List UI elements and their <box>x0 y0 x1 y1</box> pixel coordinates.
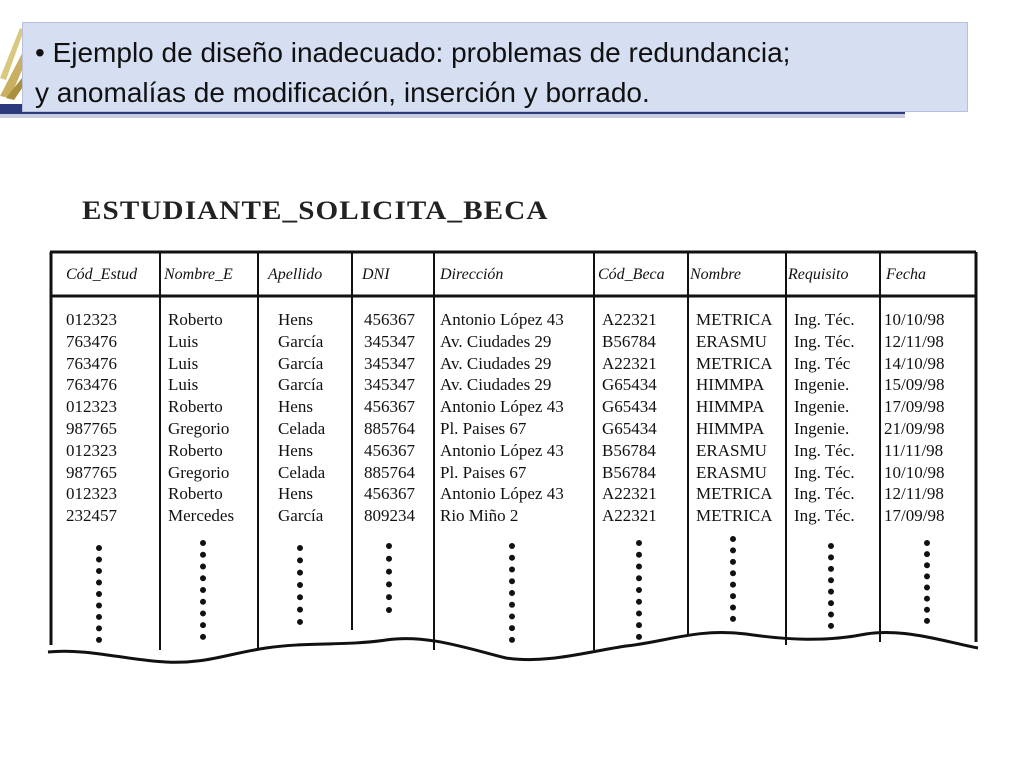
cell-cod-estud: 232457 <box>66 506 117 525</box>
col-header-nombre: Nombre <box>690 266 741 283</box>
cell-dni: 345347 <box>364 354 415 373</box>
cell-dni: 456367 <box>364 310 415 329</box>
cell-apellido: Hens <box>278 484 313 503</box>
col-header-requisito: Requisito <box>788 266 849 283</box>
continuation-dots <box>636 540 642 640</box>
cell-fecha: 17/09/98 <box>884 506 945 525</box>
cell-direccion: Av. Ciudades 29 <box>440 354 552 373</box>
cell-nombre-e: Luis <box>168 375 199 394</box>
continuation-dots <box>96 545 102 643</box>
cell-apellido: Hens <box>278 441 313 460</box>
cell-cod-estud: 987765 <box>66 463 117 482</box>
cell-fecha: 12/11/98 <box>884 332 944 351</box>
col-header-apellido: Apellido <box>268 266 323 283</box>
cell-nombre-e: Roberto <box>168 441 223 460</box>
continuation-dots <box>730 536 736 622</box>
cell-nombre: METRICA <box>696 484 773 503</box>
continuation-dots <box>828 543 834 629</box>
cell-nombre: HIMMPA <box>696 419 765 438</box>
cell-requisito: Ing. Téc. <box>794 506 855 525</box>
cell-apellido: García <box>278 375 324 394</box>
cell-dni: 885764 <box>364 419 415 438</box>
cell-nombre: HIMMPA <box>696 375 765 394</box>
cell-direccion: Av. Ciudades 29 <box>440 375 552 394</box>
cell-nombre: METRICA <box>696 506 773 525</box>
cell-direccion: Pl. Paises 67 <box>440 463 527 482</box>
cell-fecha: 21/09/98 <box>884 419 945 438</box>
cell-apellido: García <box>278 506 324 525</box>
cell-nombre: HIMMPA <box>696 397 765 416</box>
cell-nombre-e: Luis <box>168 332 199 351</box>
cell-cod-beca: A22321 <box>602 354 657 373</box>
slide-title-box <box>22 22 968 112</box>
col-header-cod-estud: Cód_Estud <box>66 266 138 283</box>
cell-apellido: Hens <box>278 310 313 329</box>
cell-nombre: ERASMU <box>696 332 767 351</box>
continuation-dots <box>509 543 515 643</box>
cell-cod-estud: 012323 <box>66 310 117 329</box>
cell-cod-beca: G65434 <box>602 397 657 416</box>
cell-direccion: Antonio López 43 <box>440 441 564 460</box>
cell-cod-estud: 763476 <box>66 354 117 373</box>
cell-dni: 345347 <box>364 332 415 351</box>
col-header-fecha: Fecha <box>886 266 926 283</box>
cell-direccion: Rio Miño 2 <box>440 506 519 525</box>
cell-requisito: Ingenie. <box>794 397 850 416</box>
cell-dni: 809234 <box>364 506 415 525</box>
cell-requisito: Ing. Téc. <box>794 463 855 482</box>
cell-fecha: 11/11/98 <box>884 441 944 460</box>
cell-requisito: Ing. Téc. <box>794 441 855 460</box>
cell-nombre-e: Roberto <box>168 310 223 329</box>
continuation-dots <box>924 540 930 624</box>
cell-cod-estud: 012323 <box>66 397 117 416</box>
cell-apellido: García <box>278 332 324 351</box>
cell-requisito: Ing. Téc. <box>794 310 855 329</box>
cell-apellido: Celada <box>278 419 326 438</box>
slide-title-line-2: y anomalías de modificación, inserción y borrado. <box>35 77 650 108</box>
cell-dni: 456367 <box>364 397 415 416</box>
continuation-dots <box>386 543 392 613</box>
decorative-bar-shadow <box>0 114 905 118</box>
cell-cod-estud: 012323 <box>66 484 117 503</box>
cell-cod-beca: B56784 <box>602 332 656 351</box>
cell-nombre: ERASMU <box>696 463 767 482</box>
cell-direccion: Antonio López 43 <box>440 484 564 503</box>
cell-cod-beca: G65434 <box>602 419 657 438</box>
continuation-dots <box>200 540 206 640</box>
cell-nombre: METRICA <box>696 354 773 373</box>
cell-cod-beca: B56784 <box>602 463 656 482</box>
cell-dni: 885764 <box>364 463 415 482</box>
table-caption: ESTUDIANTE_SOLICITA_BECA <box>82 196 549 225</box>
cell-nombre-e: Gregorio <box>168 419 230 438</box>
cell-direccion: Av. Ciudades 29 <box>440 332 552 351</box>
col-header-nombre-e: Nombre_E <box>164 266 233 283</box>
cell-cod-beca: A22321 <box>602 310 657 329</box>
cell-direccion: Antonio López 43 <box>440 310 564 329</box>
col-header-direccion: Dirección <box>440 266 504 283</box>
cell-apellido: Celada <box>278 463 326 482</box>
cell-nombre-e: Mercedes <box>168 506 235 525</box>
continuation-dots <box>297 545 303 625</box>
cell-requisito: Ingenie. <box>794 375 850 394</box>
cell-cod-estud: 763476 <box>66 375 117 394</box>
cell-cod-estud: 763476 <box>66 332 117 351</box>
cell-nombre: ERASMU <box>696 441 767 460</box>
cell-nombre-e: Roberto <box>168 484 223 503</box>
cell-fecha: 12/11/98 <box>884 484 944 503</box>
cell-fecha: 10/10/98 <box>884 463 945 482</box>
cell-nombre: METRICA <box>696 310 773 329</box>
col-header-cod-beca: Cód_Beca <box>598 266 665 283</box>
cell-nombre-e: Roberto <box>168 397 223 416</box>
slide-title-line-1: • Ejemplo de diseño inadecuado: problemas de redundancia; <box>35 37 791 68</box>
cell-apellido: García <box>278 354 324 373</box>
cell-cod-beca: A22321 <box>602 484 657 503</box>
cell-cod-beca: B56784 <box>602 441 656 460</box>
cell-fecha: 17/09/98 <box>884 397 945 416</box>
cell-apellido: Hens <box>278 397 313 416</box>
cell-direccion: Pl. Paises 67 <box>440 419 527 438</box>
cell-requisito: Ing. Téc <box>794 354 851 373</box>
cell-direccion: Antonio López 43 <box>440 397 564 416</box>
cell-cod-beca: G65434 <box>602 375 657 394</box>
cell-dni: 345347 <box>364 375 415 394</box>
cell-requisito: Ing. Téc. <box>794 332 855 351</box>
cell-requisito: Ingenie. <box>794 419 850 438</box>
cell-requisito: Ing. Téc. <box>794 484 855 503</box>
cell-nombre-e: Luis <box>168 354 199 373</box>
cell-dni: 456367 <box>364 441 415 460</box>
cell-fecha: 14/10/98 <box>884 354 945 373</box>
cell-cod-estud: 012323 <box>66 441 117 460</box>
cell-fecha: 15/09/98 <box>884 375 945 394</box>
cell-fecha: 10/10/98 <box>884 310 945 329</box>
cell-dni: 456367 <box>364 484 415 503</box>
cell-nombre-e: Gregorio <box>168 463 230 482</box>
col-header-dni: DNI <box>362 266 390 283</box>
cell-cod-estud: 987765 <box>66 419 117 438</box>
cell-cod-beca: A22321 <box>602 506 657 525</box>
